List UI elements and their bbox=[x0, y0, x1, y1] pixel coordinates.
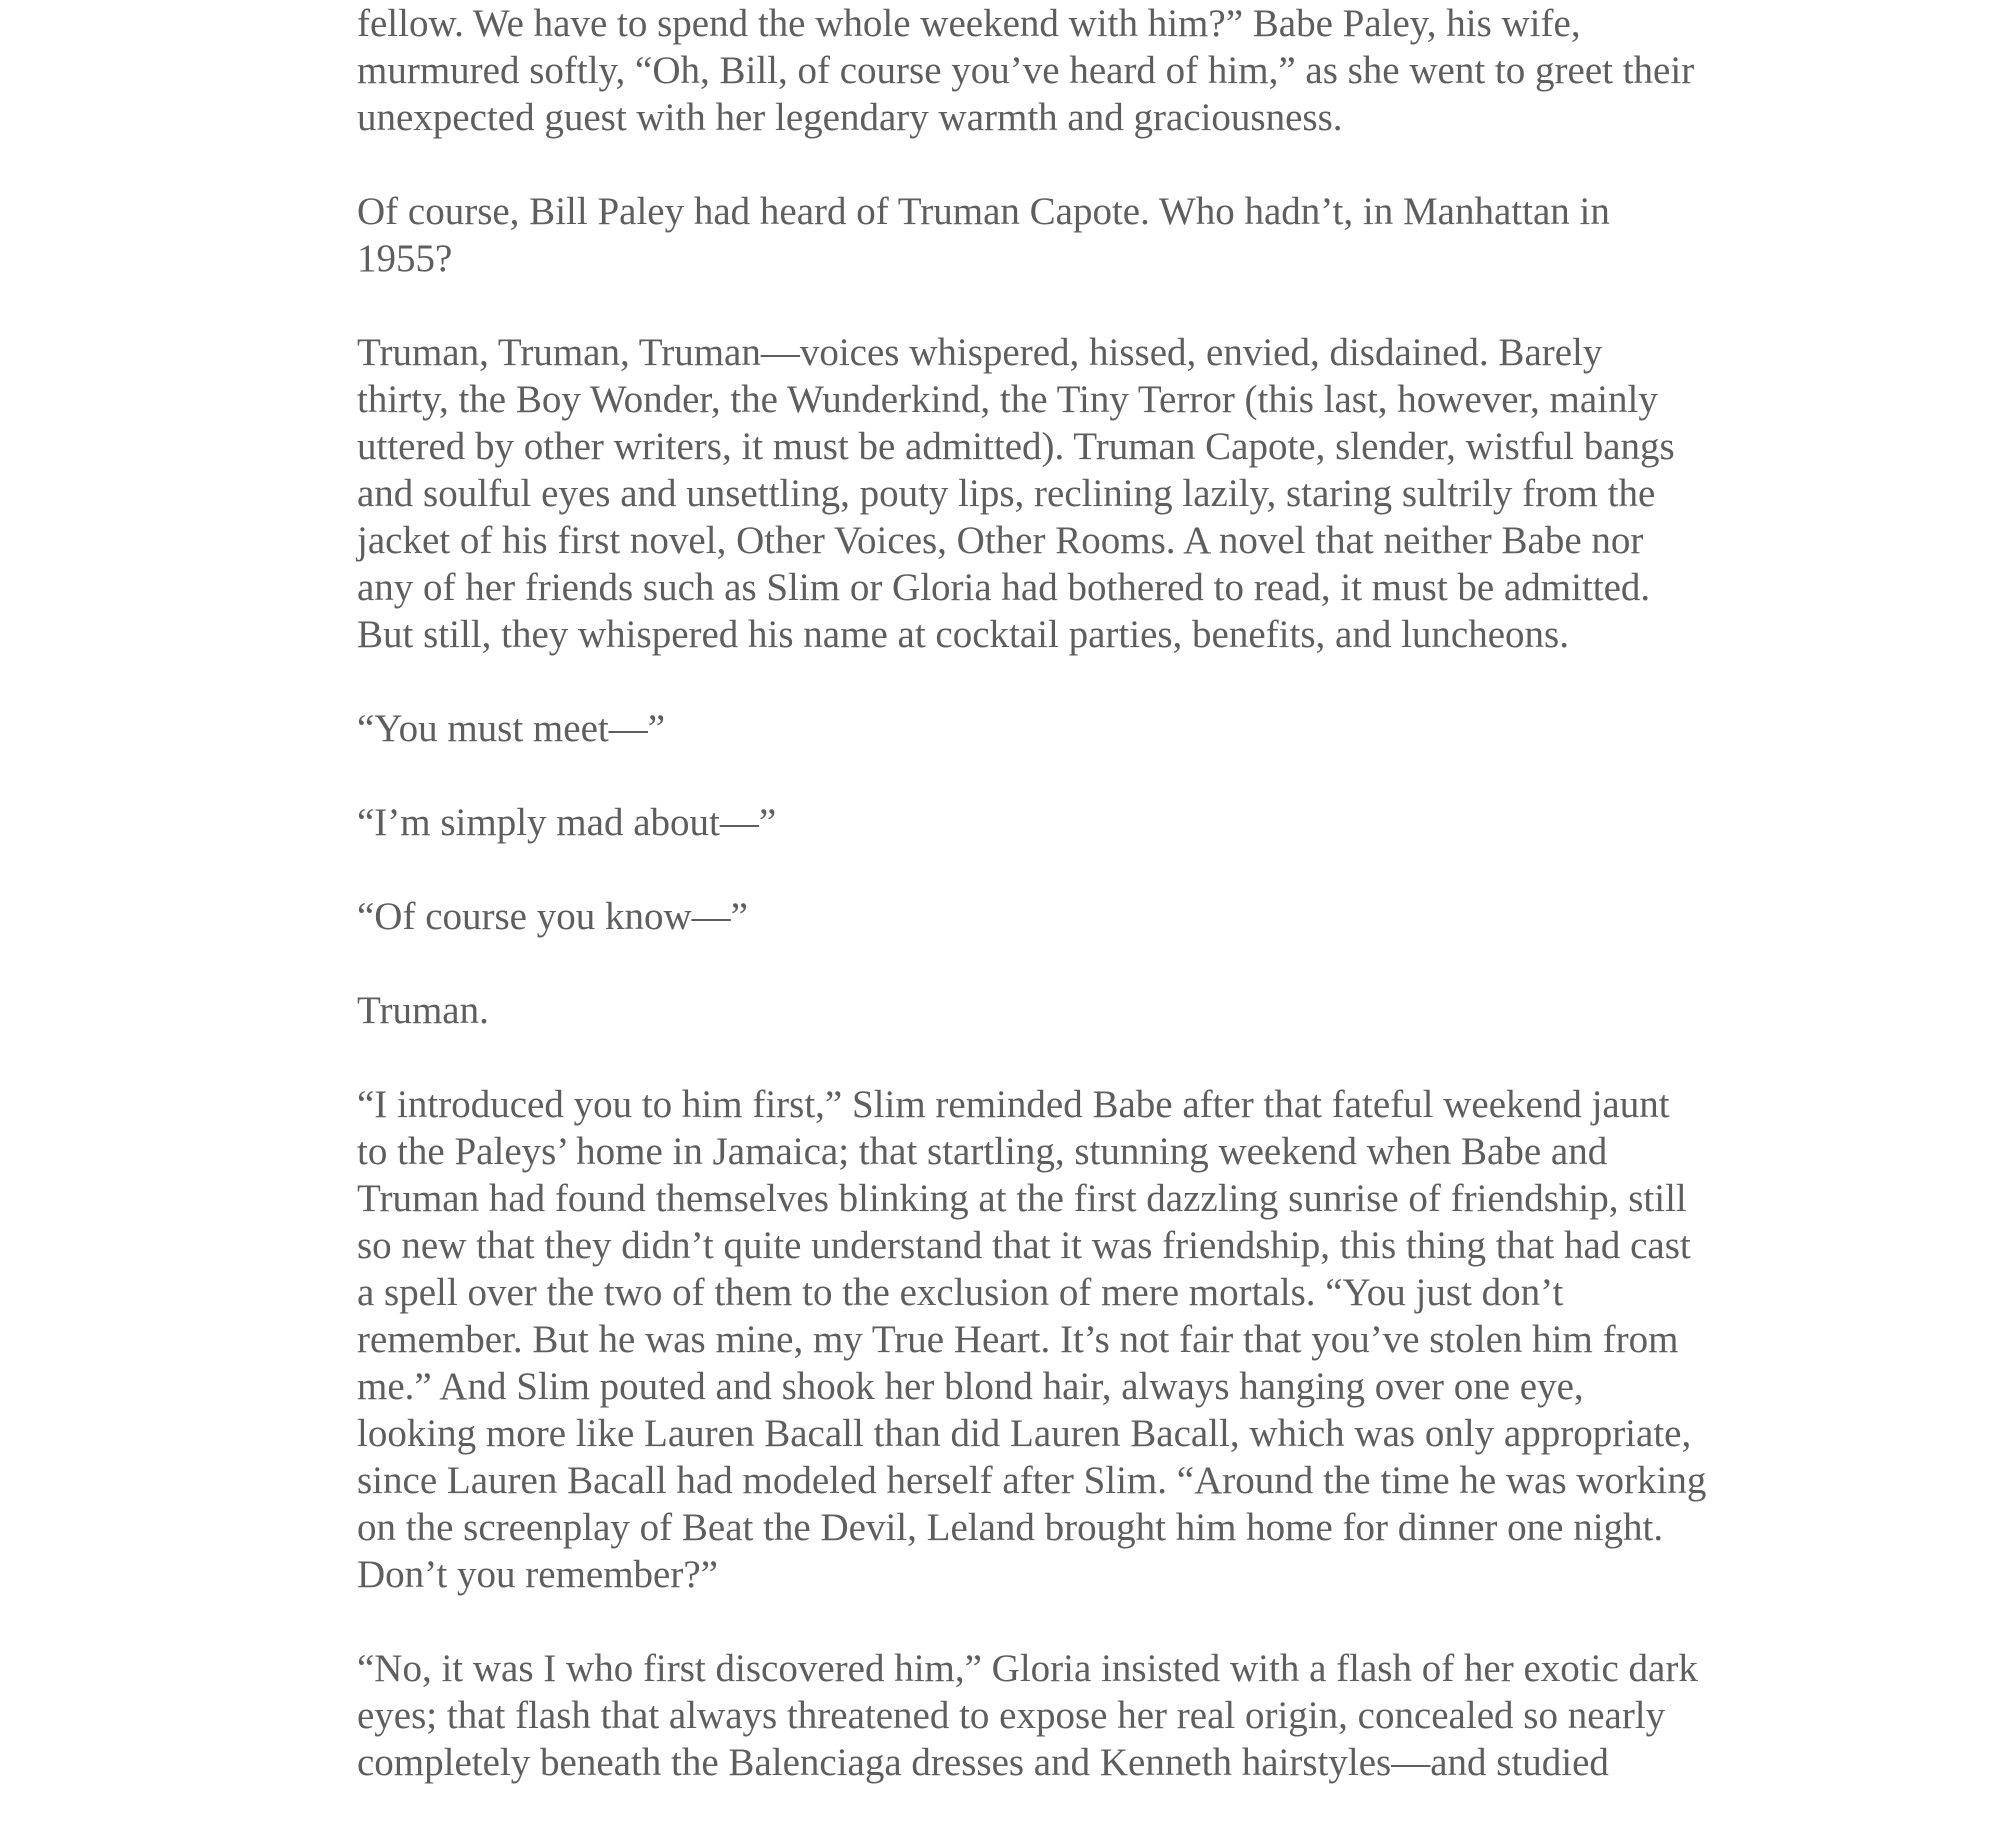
text-line: murmured softly, “Oh, Bill, of course you’ve heard of him,” as she went to greet their bbox=[357, 49, 1695, 92]
text-line: Of course, Bill Paley had heard of Truman Capote. Who hadn’t, in Manhattan in bbox=[357, 190, 1610, 233]
text-line: “No, it was I who first discovered him,” Gloria insisted with a flash of her exotic dark bbox=[357, 1647, 1698, 1690]
text-line: eyes; that flash that always threatened to expose her real origin, concealed so nearly bbox=[357, 1694, 1666, 1737]
text-line: so new that they didn’t quite understand that it was friendship, this thing that had cast bbox=[357, 1224, 1691, 1267]
text-line: 1955? bbox=[357, 237, 453, 280]
text-line: looking more like Lauren Bacall than did Lauren Bacall, which was only appropriate, bbox=[357, 1412, 1692, 1455]
text-line: uttered by other writers, it must be admitted). Truman Capote, slender, wistful bangs bbox=[357, 425, 1675, 468]
text-line: “You must meet—” bbox=[357, 707, 666, 750]
paragraph-2 bbox=[357, 188, 1677, 282]
text-line: Don’t you remember?” bbox=[357, 1553, 718, 1596]
paragraph-1 bbox=[357, 0, 1695, 141]
text-line: on the screenplay of Beat the Devil, Leland brought him home for dinner one night. bbox=[357, 1506, 1664, 1549]
paragraph-8 bbox=[357, 1081, 1707, 1598]
text-line: Truman had found themselves blinking at the first dazzling sunrise of friendship, still bbox=[357, 1177, 1687, 1220]
text-line: “I introduced you to him first,” Slim reminded Babe after that fateful weekend jaunt bbox=[357, 1083, 1670, 1126]
paragraph-5 bbox=[357, 799, 1677, 846]
text-line: and soulful eyes and unsettling, pouty lips, reclining lazily, staring sultrily from the bbox=[357, 472, 1656, 515]
text-line: since Lauren Bacall had modeled herself after Slim. “Around the time he was working bbox=[357, 1459, 1707, 1502]
text-line: any of her friends such as Slim or Gloria had bothered to read, it must be admitted. bbox=[357, 566, 1651, 609]
paragraph-3 bbox=[357, 329, 1677, 658]
document-page bbox=[357, 0, 1707, 1833]
text-line: Truman. bbox=[357, 989, 489, 1032]
text-line: “Of course you know—” bbox=[357, 895, 748, 938]
text-line: to the Paleys’ home in Jamaica; that startling, stunning weekend when Babe and bbox=[357, 1130, 1608, 1173]
text-line: thirty, the Boy Wonder, the Wunderkind, the Tiny Terror (this last, however, mainly bbox=[357, 378, 1658, 421]
paragraph-9 bbox=[357, 1645, 1698, 1786]
text-line: Truman, Truman, Truman—voices whispered, hissed, envied, disdained. Barely bbox=[357, 331, 1603, 374]
paragraph-4 bbox=[357, 705, 1677, 752]
text-line: a spell over the two of them to the exclusion of mere mortals. “You just don’t bbox=[357, 1271, 1564, 1314]
text-line: unexpected guest with her legendary warmth and graciousness. bbox=[357, 96, 1343, 139]
paragraph-7 bbox=[357, 987, 1677, 1034]
paragraph-6 bbox=[357, 893, 1677, 940]
text-line: completely beneath the Balenciaga dresses and Kenneth hairstyles—and studied bbox=[357, 1741, 1609, 1784]
text-line: jacket of his first novel, Other Voices, Other Rooms. A novel that neither Babe nor bbox=[357, 519, 1644, 562]
text-line: But still, they whispered his name at cocktail parties, benefits, and luncheons. bbox=[357, 613, 1569, 656]
text-line: me.” And Slim pouted and shook her blond hair, always hanging over one eye, bbox=[357, 1365, 1584, 1408]
text-line: fellow. We have to spend the whole weekend with him?” Babe Paley, his wife, bbox=[357, 2, 1581, 45]
text-line: “I’m simply mad about—” bbox=[357, 801, 777, 844]
text-line: remember. But he was mine, my True Heart. It’s not fair that you’ve stolen him from bbox=[357, 1318, 1679, 1361]
